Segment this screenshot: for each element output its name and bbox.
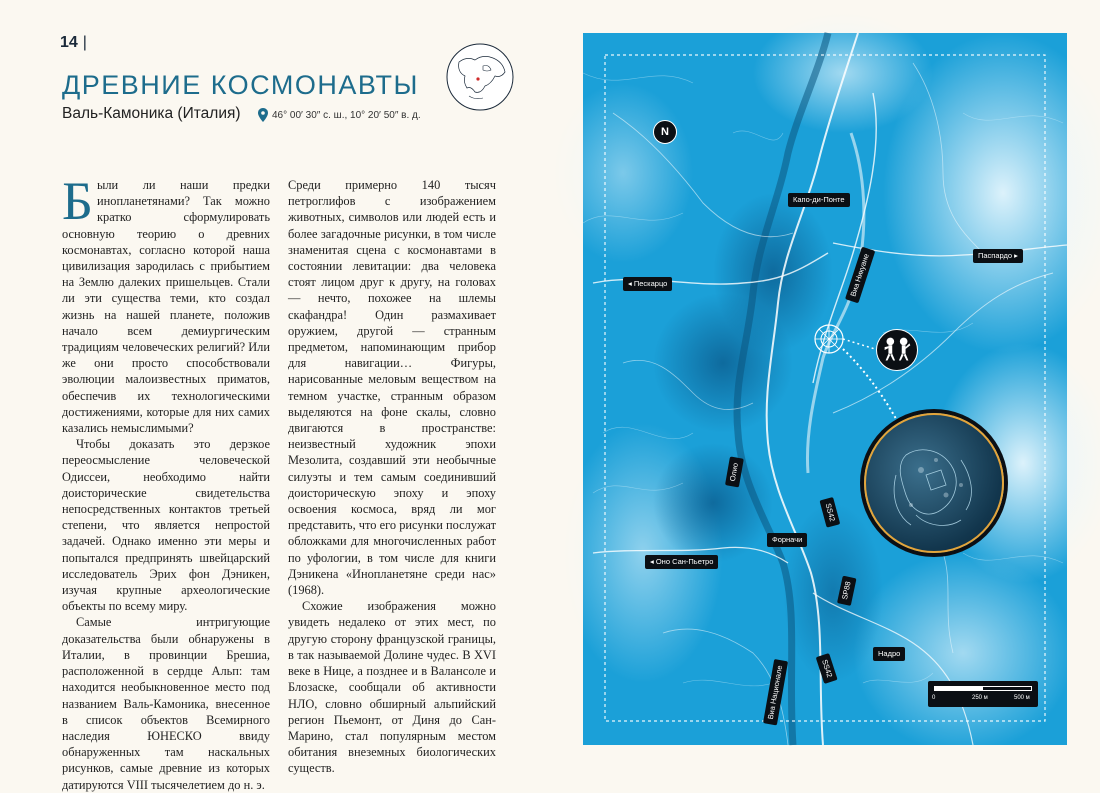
page-subtitle: Валь-Камоника (Италия) (62, 105, 241, 122)
label-fornachi[interactable]: Форначи (767, 533, 807, 547)
scale-max: 500 м (1014, 695, 1030, 701)
paragraph (62, 171, 270, 436)
label-oglio[interactable]: Олио (725, 457, 744, 487)
map-scale-bar (928, 681, 1038, 707)
paragraph: Чтобы доказать это дерзкое переосмысление человеческой Одиссеи, необходимо найти доисторические свидетельства непосредственных контактов третьей степени, что является непростой задачей. Однако именно эти меры и попытался предпринять швейцарский исследователь Эрих фон Дэникен, изучая крупные археологические объекты по всему миру. (62, 437, 270, 614)
label-ss42-b[interactable]: SS42 (816, 653, 838, 684)
label-via-nazionale[interactable]: Виа Национале (763, 659, 788, 725)
satellite-map[interactable] (583, 33, 1067, 745)
paragraph-text: ыли ли наши предки инопланетянами? Так можно кратко сформулировать основную теорию о древних космонавтах, согласно которой наша цивилизация зародилась с прибытием на Землю далеких пришельцев. Стали ли эти существа теми, кто создал жизнь на нашей планете, положив начало всем демиургическим традициям человеческих религий? Или же они просто способствовали эволюции малоизвестных приматов, обеспечив их технологическими достижениями, которые для них самих казались немыслимыми? (62, 178, 270, 436)
scale-segment (935, 687, 983, 690)
globe-locator-icon (445, 42, 515, 112)
scale-mid: 250 м (972, 695, 988, 701)
paragraph: Среди примерно 140 тысяч петроглифов с изображением животных, символов или людей есть и более загадочные рисунки, в том числе знаменитая сцена с космонавтами в состоянии левитации: два человека стоят лицом друг к другу, на головах — нечто, похожее на шлемы скафандра! Один размахивает оружием, другой — странным предметом, напоминающим прибор для навигации… Фигуры, нарисованные меловым веществом на темном участке, странным образом выделяются на фоне скалы, словно двигаются в пространстве: неизвестный художник эпохи Мезолита, создавший эти необычные силуэты и тем самым соединивший доисторическую эпоху и эпоху освоения космоса, вряд ли мог представить, что его рисунки послужат обложками для многочисленных работ по уфологии, в том числе для книги Дэникена «Инопланетяне среди нас» (1968). (288, 178, 496, 598)
label-via-nikuane[interactable]: Виа Никуане (845, 247, 875, 303)
label-capo-di-ponte[interactable]: Капо-ди-Понте (788, 193, 850, 207)
label-ss42-a[interactable]: SS42 (819, 497, 840, 528)
scale-track (934, 686, 1032, 691)
coordinates (258, 108, 421, 122)
paragraph: Схожие изображения можно увидеть недалеко от этих мест, по другую сторону французской границы, в так называемой Долине чудес. В XVI веке в Нице, а позднее и в Валансоле и Блозаске, сообщали об активности НЛО, словно обширный альпийский регион Пьемонт, от Диня до Сан-Марино, стал популярным местом обитания внеземных биологических существ. (288, 599, 496, 776)
text-column-1 (62, 171, 270, 793)
drop-cap: Б (62, 171, 94, 231)
north-arrow-icon: N (653, 120, 677, 144)
paragraph: Самые интригующие доказательства были обнаружены в Италии, в провинции Брешиа, расположенной в сердце Альп: там находится необыкновенное место под названием Валь-Камоника, внесенное в список объектов Всемирного наследия ЮНЕСКО ввиду обнаруженных там наскальных рисунков, самые древние из которых датируются VIII тысячелетием до н. э. (62, 615, 270, 792)
label-pescarzo[interactable]: ◂ Пескарцо (623, 277, 672, 291)
label-paspardo[interactable]: Паспардо ▸ (973, 249, 1023, 263)
label-ono-san-pietro[interactable]: ◂ Оно Сан-Пьетро (645, 555, 718, 569)
site-marker-icon (815, 325, 843, 353)
page-title: ДРЕВНИЕ КОСМОНАВТЫ (62, 70, 419, 100)
scale-zero: 0 (932, 695, 936, 701)
location-pin-icon (258, 108, 268, 122)
petroglyph-inset (864, 413, 1004, 553)
coordinates-text: 46° 00′ 30″ с. ш., 10° 20′ 50″ в. д. (272, 109, 421, 121)
page-number-value: 14 (60, 34, 78, 51)
label-sp88[interactable]: SP88 (837, 575, 857, 606)
label-nadro[interactable]: Надро (873, 647, 905, 661)
text-column-2 (288, 177, 496, 777)
page-number (60, 34, 87, 52)
petroglyph-figures-icon (876, 329, 918, 371)
page-number-separator: | (82, 34, 87, 51)
